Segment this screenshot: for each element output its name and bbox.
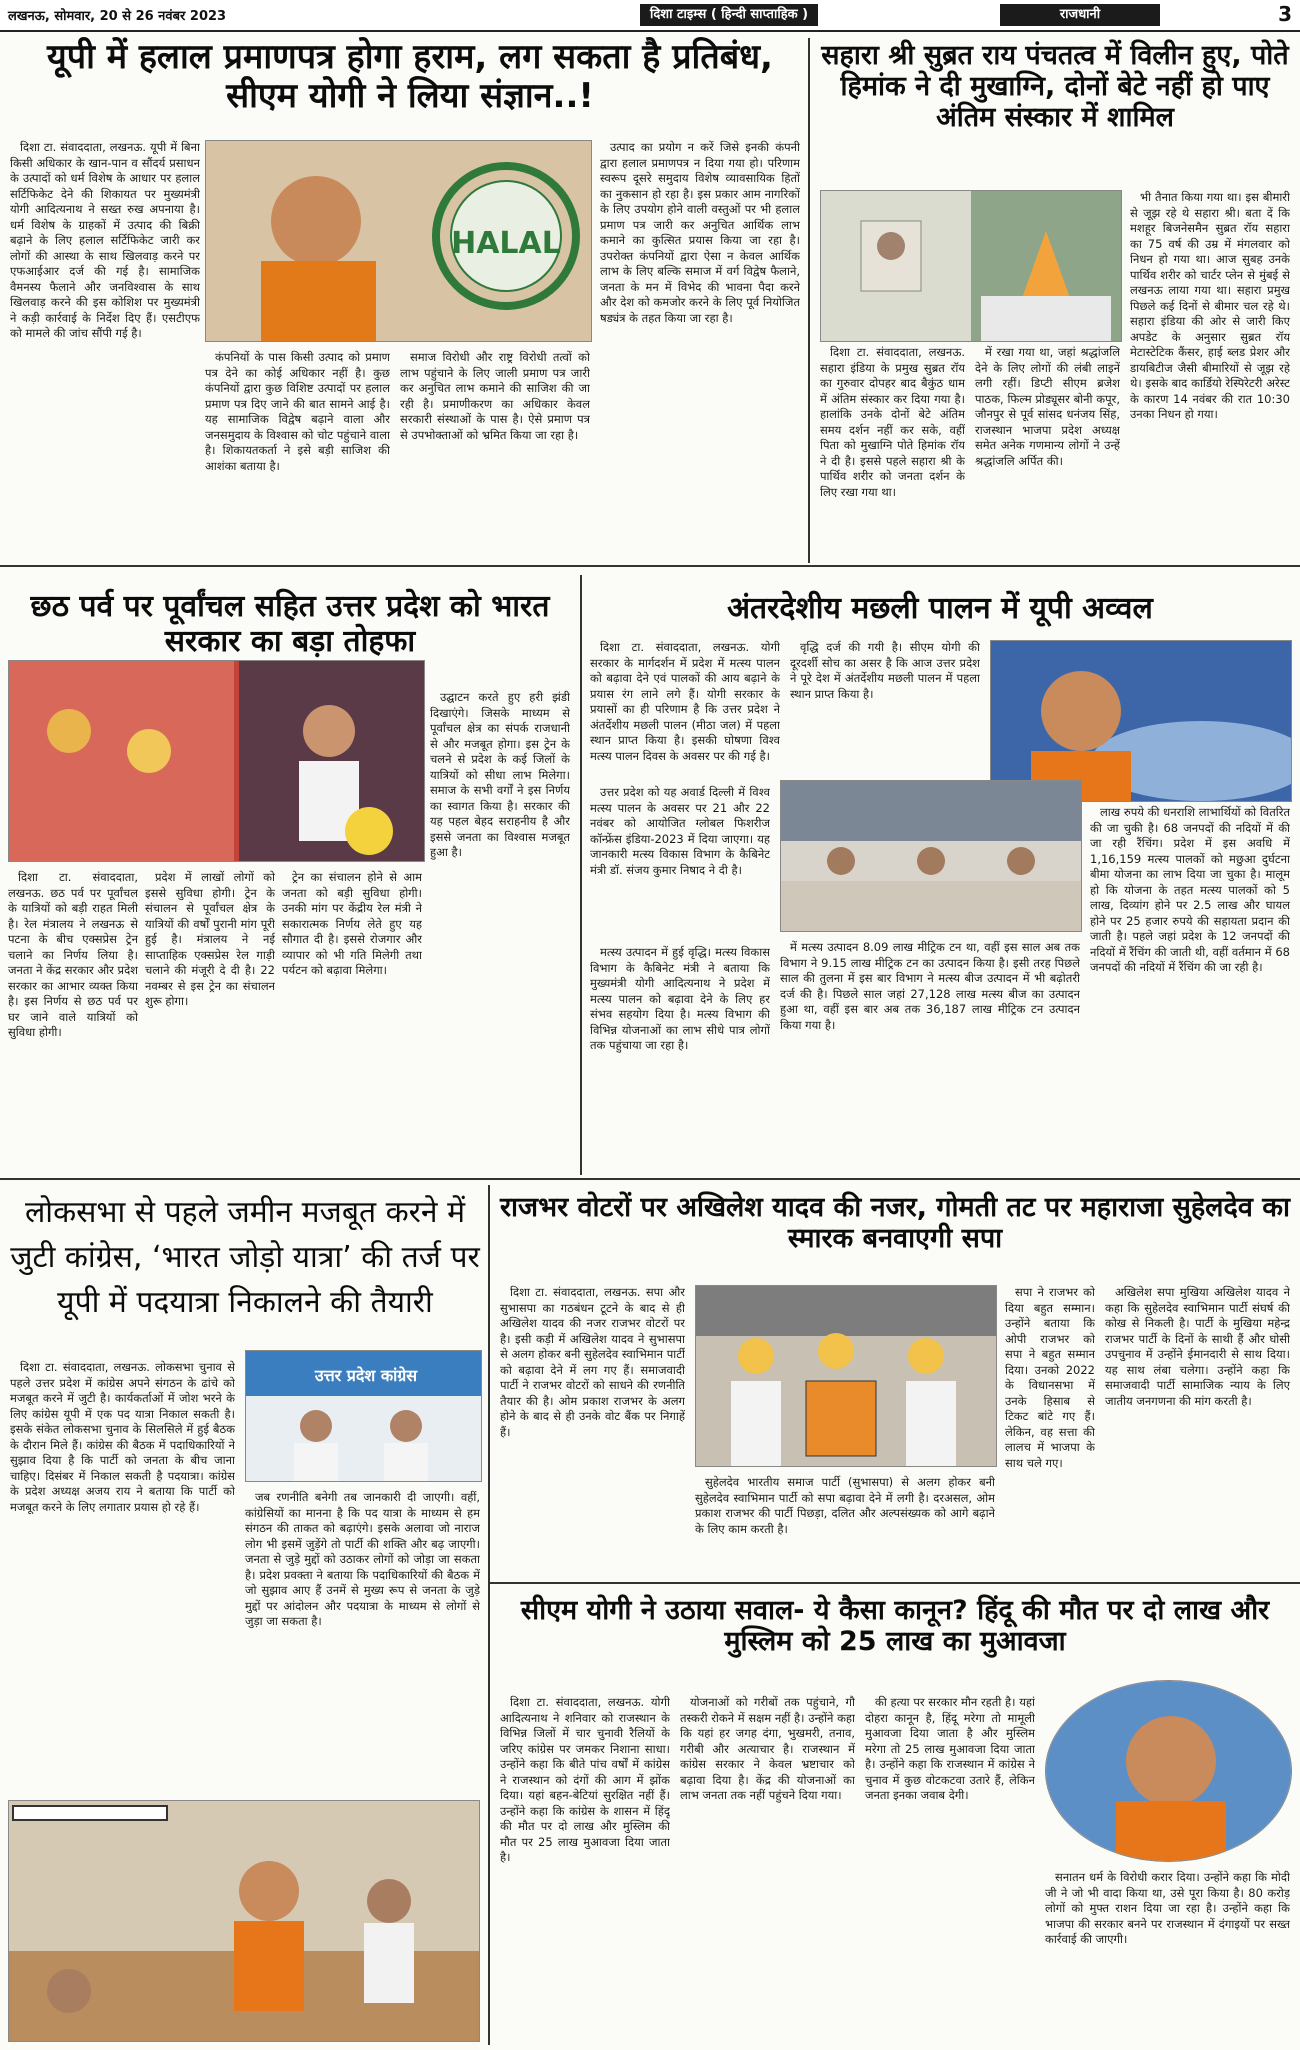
chhath-column-4: उद्घाटन करते हुए हरी झंडी दिखाएंगे। जिसके माध्यम से पूर्वांचल क्षेत्र का संपर्क राजधानी से और मजबूत होगा। इस ट्रेन के चलने से प्रदेश के कई जिलों के यात्रियों को सीधा लाभ मिलेगा। समाज के सभी वर्गों ने इस निर्णय का स्वागत किया है। सरकार की यह पहल बेहद सराहनीय है और इससे जनता का विश्वास मजबूत हुआ है। [430,690,570,859]
yogi-chhath-photo [8,1800,480,2042]
column-rule [488,1185,490,2045]
compensation-column-2: योजनाओं को गरीबों तक पहुंचाने, गौ तस्करी रोकने में सक्षम नहीं है। उन्होंने कहा कि यहां हर जगह दंगा, भुखमरी, तनाव, गरीबी और अत्याचार है। राजस्थान में कांग्रेस सरकार ने केवल भ्रष्टाचार को बढ़ावा दिया है। केंद्र की योजनाओं का लाभ जनता तक नहीं पहुंचने दिया गया। [680,1695,855,1802]
horizontal-rule [0,565,1300,567]
fish-headline: अंतरदेशीय मछली पालन में यूपी अव्वल [727,591,1153,626]
halal-column-1: दिशा टा. संवाददाता, लखनऊ. यूपी में बिना किसी अधिकार के खान-पान व सौंदर्य प्रसाधन के उत्पादों को धर्म विशेष के आधार पर हलाल सर्टिफिकेट देने की शिकायत पर मुख्यमंत्री योगी आदित्यनाथ ने सख्त रुख अपनाया है। धर्म विशेष के ग्राहकों में उत्पाद की बिक्री बढ़ाने के लिए हलाल सर्टिफिकेट जारी कर लोगों की आस्था के साथ खिलवाड़ करने पर एफआईआर दर्ज की गई है। सामाजिक वैमनस्य फैलाने और जनविश्वास के साथ खिलवाड़ करने की इस कोशिश पर मुख्यमंत्री ने कड़ी कार्रवाई के निर्देश दिए हैं। एसटीएफ को मामले की जांच सौंपी गई है। [10,140,200,340]
sahara-column-3: भी तैनात किया गया था। इस बीमारी से जूझ रहे थे सहारा श्री। बता दें कि मशहूर बिजनेसमैन सुब्रत रॉय सहारा का 75 वर्ष की उम्र में मंगलवार को निधन हो गया था। आज सुबह उनके पार्थिव शरीर को चार्टर प्लेन से मुंबई से लखनऊ लाया गया था। सहारा प्रमुख पिछले कई दिनों से बीमार चल रहे थे। सहारा इंडिया की ओर से जारी किए अपडेट के अनुसार सुब्रत रॉय मेटास्टेटिक कैंसर, हाई ब्लड प्रेशर और डायबिटीज जैसी बीमारियों से जूझ रहे थे। इसके बाद कार्डियो रेस्पिरेटरी अरेस्ट के कारण 14 नवंबर की रात 10:30 उनका निधन हो गया। [1130,190,1290,421]
fish-column-3: लाख रुपये की धनराशि लाभार्थियों को वितरित की जा चुकी है। 68 जनपदों की नदियों में की जा रही रैंचिंग। प्रदेश में इस अवधि में 1,16,159 मत्स्य पालकों को मछुआ दुर्घटना बीमा योजना का लाभ दिया जा चुका है। मालूम हो कि योजना के तहत मत्स्य पालकों को 5 लाख, दिव्यांग होने पर 2.5 लाख और घायल होने पर 25 हजार रुपये की सहायता प्रदान की जाती है। पहले जहां प्रदेश के 12 जनपदों की नदियों में रैंचिंग की जाती थी, वहीं वर्तमान में 68 जनपदों की नदियों में रैंचिंग की जा रही है। [1090,805,1290,974]
chhath-column-3: ट्रेन का संचालन होने से आम जनता को बड़ी सुविधा होगी। उनकी मांग पर केंद्रीय रेल मंत्री ने सकारात्मक निर्णय लेते हुए यह सौगात दी है। इससे रोजगार और व्यापार को भी गति मिलेगी तथा पर्यटन को बढ़ावा मिलेगा। [282,870,422,977]
chhath-photo [8,660,425,862]
masthead [0,0,1300,32]
congress-photo-illustration [246,1351,481,1481]
halal-column-3: समाज विरोधी और राष्ट्र विरोधी तत्वों को लाभ पहुंचाने के लिए जाली प्रमाण पत्र जारी कर अनुचित लाभ कमाने की साजिश की जा रही है। प्रमाणीकरण का अधिकार केवल सरकारी संस्थाओं के पास है। ऐसे प्रमाण पत्र से उपभोक्ताओं को भ्रमित किया जा रहा है। [400,350,590,442]
congress-photo [245,1350,482,1482]
rajbhar-column-1: दिशा टा. संवाददाता, लखनऊ. सपा और सुभासपा का गठबंधन टूटने के बाद से ही अखिलेश यादव की नजर राजभर वोटरों पर है। इसी कड़ी में अखिलेश यादव ने सुभासपा से अलग होकर बनी सुहेलदेव स्वाभिमान पार्टी को बढ़ावा देने में लग गए हैं। समाजवादी पार्टी ने राजभर वोटरों को साधने की रणनीति तैयार की है। ओम प्रकाश राजभर के अलग होने के बाद से ही उनके वोट बैंक पर निगाहें हैं। [500,1285,685,1439]
rajbhar-photo-illustration [696,1286,996,1466]
congress-column-1: दिशा टा. संवाददाता, लखनऊ. लोकसभा चुनाव से पहले उत्तर प्रदेश में कांग्रेस अपने संगठन के ढांचे को मजबूत करने में जुटी है। कार्यकर्ताओं में जोश भरने के लिए कांग्रेस यूपी में एक पद यात्रा निकाल सकती है। इसके संकेत लोकसभा चुनाव के सिलसिले में हुई बैठक के दौरान मिले हैं। कांग्रेस की बैठक में पदाधिकारियों ने सुझाव दिया है कि पार्टी को जनता के बीच जाना चाहिए। दिसंबर में निकाल सकती है पदयात्रा। कांग्रेस के प्रदेश अध्यक्ष अजय राय ने बताया कि पार्टी को मजबूत करने के लिए लगातार प्रयास हो रहे हैं। [10,1360,235,1514]
fish-column-2: वृद्धि दर्ज की गयी है। सीएम योगी की दूरदर्शी सोच का असर है कि आज उत्तर प्रदेश ने पूरे देश में अंतर्देशीय मछली पालन में पहला स्थान प्राप्त किया है। [790,640,980,701]
chhath-headline: छठ पर्व पर पूर्वांचल सहित उत्तर प्रदेश को भारत सरकार का बड़ा तोहफा [30,589,550,659]
compensation-column-1: दिशा टा. संवाददाता, लखनऊ. योगी आदित्यनाथ ने शनिवार को राजस्थान के विभिन्न जिलों में चार चुनावी रैलियों के जरिए कांग्रेस पर जमकर निशाना साधा। उन्होंने कहा कि बीते पांच वर्षों में कांग्रेस ने राजस्थान को दंगों की आग में झोंक दिया। यहां बहन-बेटियां सुरक्षित नहीं हैं। उन्होंने कहा कि कांग्रेस के शासन में हिंदू की मौत पर दो लाख और मुस्लिम की मौत पर 25 लाख मुआवजा दिया जाता है। [500,1695,670,1864]
masthead-date: लखनऊ, सोमवार, 20 से 26 नवंबर 2023 [8,9,227,24]
sahara-column-1: दिशा टा. संवाददाता, लखनऊ. सहारा इंडिया के प्रमुख सुब्रत रॉय का गुरुवार दोपहर बाद बैकुंठ धाम में अंतिम संस्कार कर दिया गया है। हालांकि उनके दोनों बेटे अंतिम समय दर्शन नहीं कर सके, वहीं पिता को मुखाग्नि पोते हिमांक रॉय ने दी है। इससे पहले सहारा श्री के पार्थिव शरीर को जनता दर्शन के लिए रखा गया था। [820,345,965,499]
congress-column-2: जब रणनीति बनेगी तब जानकारी दी जाएगी। वहीं, कांग्रेसियों का मानना है कि पद यात्रा के माध्यम से हम संगठन की ताकत को बढ़ाएंगे। इसके अलावा जो नाराज लोग भी इसमें जुड़ेंगे तो पार्टी की शक्ति और बढ़ जाएगी। जनता से जुड़े मुद्दों को उठाकर लोगों को जोड़ा जा सकता है। प्रदेश प्रवक्ता ने बताया कि पदाधिकारियों की बैठक में जो सुझाव आए हैं उनमें से मुख्य रूप से जनता के जुड़े मुद्दों पर आंदोलन और पदयात्रा के माध्यम से लोगों से जुड़ा जा सकता है। [245,1490,480,1628]
rajbhar-headline: राजभर वोटरों पर अखिलेश यादव की नजर, गोमती तट पर महाराजा सुहेलदेव का स्मारक बनवाएगी सपा [500,1192,1290,1255]
yogi-chhath-photo-illustration [9,1801,479,2041]
sahara-photo-illustration [821,191,1121,341]
halal-headline: यूपी में हलाल प्रमाणपत्र होगा हराम, लग सकता है प्रतिबंध, सीएम योगी ने लिया संज्ञान..! [47,37,773,117]
rajbhar-column-3: सपा ने राजभर को दिया बहुत सम्मान। उन्होंने बताया कि ओपी राजभर को सपा ने बहुत सम्मान दिया। उनको 2022 के विधानसभा में उनके हिसाब से टिकट बांटे गए हैं। लेकिन, वह सत्ता की लालच में भाजपा के साथ चले गए। [1005,1285,1095,1470]
fish-column-5: मत्स्य उत्पादन में हुई वृद्धि। मत्स्य विकास विभाग के कैबिनेट मंत्री ने बताया कि मुख्यमंत्री योगी आदित्यनाथ ने प्रदेश में मत्स्य पालन को बढ़ावा देने के लिए हर संभव सहयोग दिया है। मत्स्य विभाग की विभिन्न योजनाओं का लाभ सीधे पात्र लोगों तक पहुंचाया जा रहा है। [590,945,770,1052]
rajbhar-photo [695,1285,997,1467]
column-rule [808,38,810,563]
column-rule [580,575,582,1175]
chhath-photo-illustration [9,661,424,861]
halal-column-2: कंपनियों के पास किसी उत्पाद को प्रमाण पत्र देने का कोई अधिकार नहीं है। कुछ कंपनियों द्वारा कुछ विशिष्ट उत्पादों पर हलाल प्रमाण पत्र दिए जाने की बात सामने आई है। यह सामाजिक विद्वेष बढ़ाने वाला और जनसमुदाय के विश्वास को चोट पहुंचाने वाला है। शिकायतकर्ता ने इसे बड़ी साजिश की आशंका बताया है। [205,350,390,473]
horizontal-rule [490,1582,1300,1584]
fish-column-6: में मत्स्य उत्पादन 8.09 लाख मीट्रिक टन था, वहीं इस साल अब तक विभाग ने 9.15 लाख मीट्रिक टन का उत्पादन किया है। इसी तरह पिछले साल की तुलना में इस बार विभाग ने मत्स्य बीज उत्पादन में भी बढ़ोतरी दर्ज की है। पिछले साल जहां 27,128 लाख मत्स्य बीज का उत्पादन हुआ था, वहीं इस बार अब तक 36,187 लाख मीट्रिक टन उत्पादन किया गया है। [780,940,1080,1032]
rajbhar-column-4: अखिलेश सपा मुखिया अखिलेश यादव ने कहा कि सुहेलदेव स्वाभिमान पार्टी संघर्ष की कोख से निकली है। पार्टी के मुखिया महेन्द्र राजभर पार्टी के दिनों के साथी हैं और घोसी उपचुनाव में उन्होंने ईमानदारी से साथ दिया। यह साथ लंबा चलेगा। उन्होंने कहा कि समाजवादी पार्टी सामाजिक न्याय के लिए जातीय जनगणना की मांग करती है। [1105,1285,1290,1408]
horizontal-rule [0,1178,1300,1180]
halal-photo [205,140,592,342]
sahara-headline: सहारा श्री सुब्रत राय पंचतत्व में विलीन हुए, पोते हिमांक ने दी मुखाग्नि, दोनों बेटे नहीं हो पाए अंतिम संस्कार में शामिल [821,40,1289,134]
fish-column-4: उत्तर प्रदेश को यह अवार्ड दिल्ली में विश्व मत्स्य पालन के अवसर पर 21 और 22 नवंबर को आयोजित ग्लोबल फिशरीज कॉन्फ्रेंस इंडिया-2023 में दिया जाएगा। यह जानकारी मत्स्य विकास विभाग के कैबिनेट मंत्री डॉ. संजय कुमार निषाद ने दी है। [590,785,770,877]
sahara-column-2: में रखा गया था, जहां श्रद्धांजलि देने के लिए लोगों की लंबी लाइनें लगी रहीं। डिप्टी सीएम ब्रजेश पाठक, फिल्म प्रोड्यूसर बोनी कपूर, जौनपुर से पूर्व सांसद धनंजय सिंह, राजस्थान भाजपा प्रदेश अध्यक्ष समेत अनेक गणमान्य लोगों ने उन्हें श्रद्धांजलि अर्पित की। [975,345,1120,468]
sahara-photo [820,190,1122,342]
masthead-paper-name: दिशा टाइम्स ( हिन्दी साप्ताहिक ) [640,4,818,26]
congress-headline: लोकसभा से पहले जमीन मजबूत करने में जुटी कांग्रेस, ‘भारत जोड़ो यात्रा’ की तर्ज पर यूपी में पदयात्रा निकालने की तैयारी [10,1195,480,1320]
fish-column-1: दिशा टा. संवाददाता, लखनऊ. योगी सरकार के मार्गदर्शन में प्रदेश में मत्स्य पालन को बढ़ावा देने एवं पालकों की आय बढ़ाने के प्रयास रंग लाने लगे हैं। योगी सरकार के प्रयासों का ही परिणाम है कि उत्तर प्रदेश ने अंतर्देशीय मछली पालन (मीठा जल) में पहला स्थान प्राप्त किया है। इसकी घोषणा विश्व मत्स्य पालन दिवस के अवसर पर की गई है। [590,640,780,763]
fish-photo-cm [990,640,1292,802]
fish-photo-cm-illustration [991,641,1291,801]
halal-stamp-text: HALAL [451,226,561,261]
congress-banner-text: उत्तर प्रदेश कांग्रेस [314,1366,418,1385]
fish-photo-conference [780,780,1082,932]
yogi-quote-box [12,1805,168,1821]
chhath-column-1: दिशा टा. संवाददाता, लखनऊ. छठ पर्व पर पूर्वांचल के यात्रियों को बड़ी राहत मिली है। रेल मंत्रालय ने लखनऊ से पटना के बीच एक्सप्रेस ट्रेन चलाने का निर्णय लिया है। जनता ने केंद्र सरकार और प्रदेश सरकार का आभार व्यक्त किया है। इस निर्णय से छठ पर्व पर घर जाने वाले यात्रियों को सुविधा होगी। [8,870,138,1039]
rajbhar-column-2: सुहेलदेव भारतीय समाज पार्टी (सुभासपा) से अलग होकर बनी सुहेलदेव स्वाभिमान पार्टी को सपा बढ़ावा देने में लगी है। दरअसल, ओम प्रकाश राजभर की पार्टी पिछड़ा, दलित और अल्पसंख्यक को आगे बढ़ाने के लिए काम करती है। [695,1475,995,1536]
masthead-section: राजधानी [1000,4,1160,26]
compensation-column-3: की हत्या पर सरकार मौन रहती है। यहां दोहरा कानून है, हिंदू मरेगा तो मामूली मुआवजा दिया जाता है और मुस्लिम मरेगा तो 25 लाख मुआवजा दिया जाता है। उन्होंने कहा कि राजस्थान में कांग्रेस ने चुनाव में कुछ वोटकटवा उतारे हैं, लेकिन जनता इनका जवाब देगी। [865,1695,1035,1802]
halal-photo-illustration [206,141,591,341]
compensation-photo-cm-illustration [1046,1681,1291,1861]
compensation-photo-cm [1045,1680,1292,1862]
compensation-column-4: सनातन धर्म के विरोधी करार दिया। उन्होंने कहा कि मोदी जी ने जो भी वादा किया था, उसे पूरा किया है। 80 करोड़ लोगों को मुफ्त राशन दिया जा रहा है। उन्होंने कहा कि भाजपा की सरकार बनने पर राजस्थान में दंगाइयों पर सख्त कार्रवाई की जाएगी। [1045,1870,1290,1946]
fish-photo-conference-illustration [781,781,1081,931]
compensation-headline: सीएम योगी ने उठाया सवाल- ये कैसा कानून? हिंदू की मौत पर दो लाख और मुस्लिम को 25 लाख का मुआवजा [520,1595,1270,1658]
chhath-column-2: प्रदेश में लाखों लोगों को इससे सुविधा होगी। ट्रेन के संचालन से पूर्वांचल क्षेत्र के यात्रियों की वर्षों पुरानी मांग पूरी हुई है। मंत्रालय ने नई साप्ताहिक एक्सप्रेस रेल गाड़ी चलाने की मंजूरी दे दी है। 22 नवम्बर से इस ट्रेन का संचालन शुरू होगा। [145,870,275,1008]
halal-column-4: उत्पाद का प्रयोग न करें जिसे इनकी कंपनी द्वारा हलाल प्रमाणपत्र न दिया गया हो। परिणाम स्वरूप दूसरे समुदाय विशेष व्यावसायिक हितों का नुकसान हो रहा है। इस प्रकार आम नागरिकों के लिए उपयोग होने वाली वस्तुओं पर भी हलाल प्रमाण पत्र जारी कर अनुचित आर्थिक लाभ कमाने का कुत्सित प्रयास किया जा रहा है। उपरोक्त कंपनियों द्वारा ऐसा न केवल आर्थिक लाभ के लिए बल्कि समाज में वर्ग विद्वेष फैलाने, जनता के मन में विभेद की भावना पैदा करने और देश को कमजोर करने के लिए पूर्व नियोजित षड्यंत्र के तहत किया जा रहा है। [600,140,800,325]
page-number: 3 [1278,2,1292,26]
